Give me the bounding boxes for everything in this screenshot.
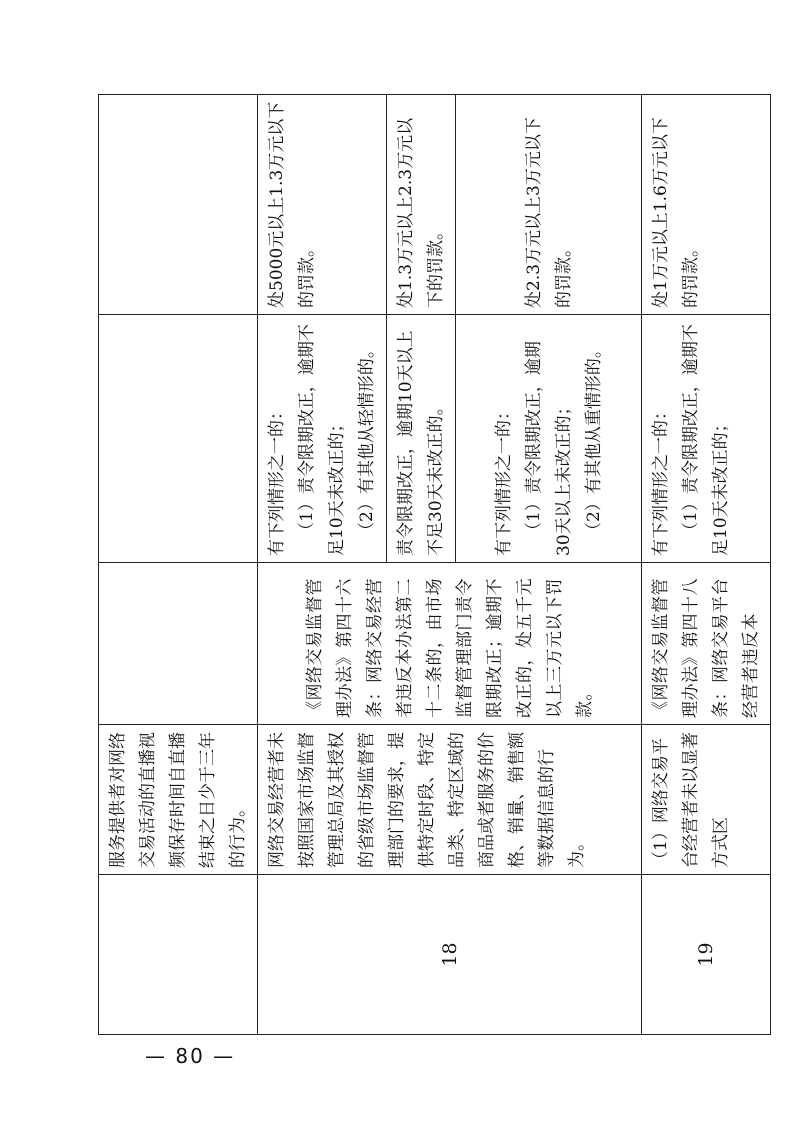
penalty-table <box>98 94 771 1035</box>
penalty-cell <box>99 95 258 315</box>
row-number: 19 <box>642 875 771 1035</box>
circumstance-cell <box>387 315 456 563</box>
legal-basis-text: 《网络交易监督管理办法》第四十六条：网络交易经营者违反本办法第二十二条的，由市场监督管理部门责令限期改正；逾期不改正的，处五千元以上三万元以下罚款。 <box>304 578 595 718</box>
behavior-cell <box>258 725 642 875</box>
row-number-cell <box>99 875 258 1035</box>
penalty-cell <box>456 95 642 315</box>
penalty-text: 处2.3万元以上3万元以下的罚款。 <box>523 117 574 308</box>
row-number: 18 <box>258 875 642 1035</box>
circumstance-item: （2）有其他从轻情形的。 <box>357 341 377 539</box>
circumstance-item: （1）责令限期改正，逾期不足10天未改正的； <box>681 324 731 556</box>
table-row-19 <box>642 95 771 1035</box>
behavior-text: 服务提供者对网络交易活动的直播视频保存时间自直播结束之日少于三年的行为。 <box>108 732 248 868</box>
circumstance-cell <box>258 315 387 563</box>
legal-basis-cell <box>642 563 771 725</box>
behavior-text: （1）网络交易平台经营者未以显著方式区 <box>651 732 731 868</box>
penalty-text: 处1.3万元以上2.3万元以下的罚款。 <box>396 117 446 308</box>
circumstance-heading: 有下列情形之一的： <box>651 403 671 556</box>
behavior-cell <box>99 725 258 875</box>
circumstance-text: 责令限期改正，逾期10天以上不足30天未改正的。 <box>396 330 446 556</box>
rotated-table-page <box>98 95 761 1035</box>
table-row-18 <box>258 95 387 1035</box>
penalty-cell <box>387 95 456 315</box>
penalty-cell <box>258 95 387 315</box>
table-row-continued <box>99 95 258 1035</box>
circumstance-cell <box>99 315 258 563</box>
circumstance-cell <box>456 315 642 563</box>
basis-cell <box>99 563 258 725</box>
page-number: — 80 — <box>145 1044 236 1068</box>
legal-basis-cell <box>258 563 642 725</box>
penalty-text: 处5000元以上1.3万元以下的罚款。 <box>267 101 317 308</box>
legal-basis-text: 《网络交易监督管理办法》第四十八条：网络交易平台经营者违反本 <box>651 578 761 718</box>
circumstance-heading: 有下列情形之一的： <box>493 403 514 556</box>
circumstance-item: （1）责令限期改正，逾期30天以上未改正的； <box>523 341 574 556</box>
penalty-text: 处1万元以上1.6万元以下的罚款。 <box>651 117 701 308</box>
circumstance-item: （2）有其他从重情形的。 <box>583 341 604 539</box>
behavior-text: 网络交易经营者未按照国家市场监督管理总局及其授权的省级市场监督管理部门的要求，提供特定时段、特定品类、特定区域的商品或者服务的价格、销量、销售额等数据信息的行为。 <box>267 732 587 868</box>
behavior-cell <box>642 725 771 875</box>
circumstance-item: （1）责令限期改正，逾期不足10天未改正的； <box>297 324 347 556</box>
penalty-cell <box>642 95 771 315</box>
circumstance-heading: 有下列情形之一的： <box>267 403 287 556</box>
circumstance-cell <box>642 315 771 563</box>
